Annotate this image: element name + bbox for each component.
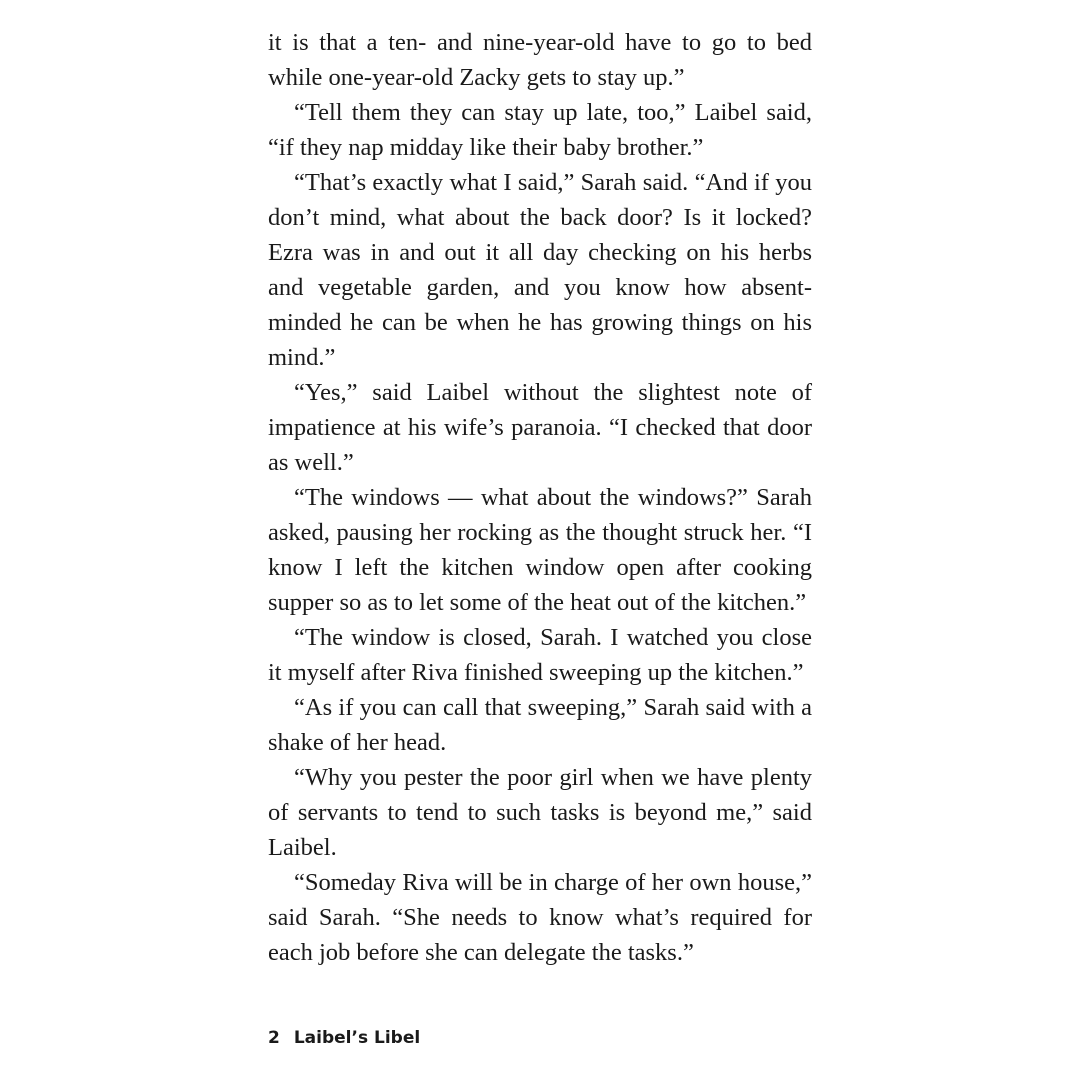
paragraph: “Yes,” said Laibel without the slightest note of impatience at his wife’s paranoia. “I checked that door as well.” [268, 379, 812, 476]
paragraph: “The windows — what about the windows?” Sarah asked, pausing her rocking as the thought struck her. “I know I left the kitchen window open after cooking supper so as to let some of the heat out of the kitchen.” [268, 484, 812, 616]
paragraph: “Someday Riva will be in charge of her own house,” said Sarah. “She needs to know what’s required for each job before she can delegate the tasks.” [268, 869, 812, 966]
paragraph: it is that a ten- and nine-year-old have to go to bed while one-year-old Zacky gets to stay up.” [268, 29, 812, 91]
body-text [268, 25, 812, 970]
paragraph: “Why you pester the poor girl when we have plenty of servants to tend to such tasks is beyond me,” said Laibel. [268, 764, 812, 861]
running-title: Laibel’s Libel [293, 1028, 421, 1048]
page-footer [268, 1028, 420, 1048]
paragraph: “That’s exactly what I said,” Sarah said. “And if you don’t mind, what about the back door? Is it locked? Ezra was in and out it all day checking on his herbs and vegetable garden, and you know how absent-minded he can be when he has growing things on his mind.” [268, 169, 812, 371]
paragraph: “As if you can call that sweeping,” Sarah said with a shake of her head. [268, 694, 812, 756]
page-number: 2 [268, 1028, 280, 1048]
paragraph: “The window is closed, Sarah. I watched you close it myself after Riva finished sweeping up the kitchen.” [268, 624, 812, 686]
paragraph: “Tell them they can stay up late, too,” Laibel said, “if they nap midday like their baby brother.” [268, 99, 812, 161]
